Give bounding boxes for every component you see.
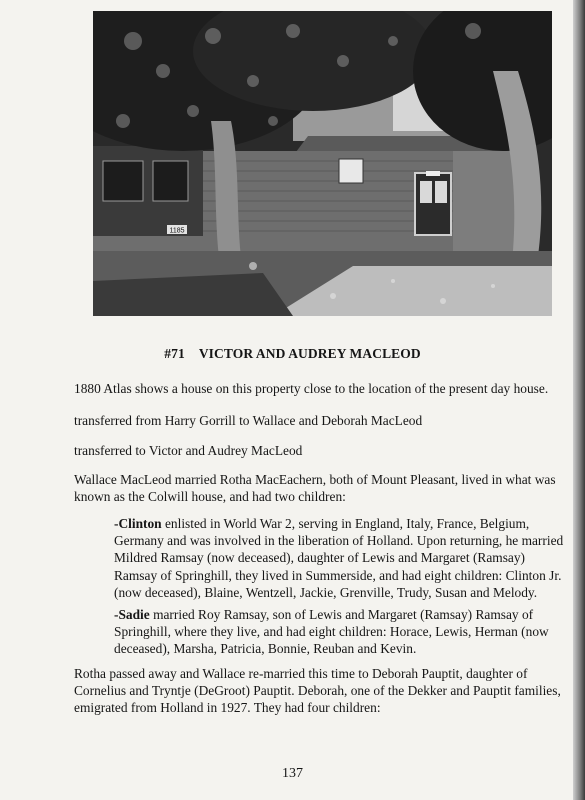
clinton-text: enlisted in World War 2, serving in England, Italy, France, Belgium, Germany and was involved in the liberation of Holland. Upon returning, he married Mildred Ramsay (now deceased), daughter of Lewis and Margaret (Ramsay) Ramsay of Springhill, they lived in Summerside, and had eight children: Clinton Jr.(now deceased), Blaine, Wentzell, Jackie, Grenville, Trudy, Susan and Melody. <box>114 516 564 600</box>
house-photo <box>93 11 552 316</box>
page-edge <box>573 0 585 800</box>
sadie-paragraph <box>114 606 570 658</box>
atlas-line: 1880 Atlas shows a house on this property close to the location of the present day house. <box>74 381 549 396</box>
house-number-sign: 1185 <box>169 227 185 235</box>
clinton-paragraph <box>114 515 566 601</box>
property-number: #71 <box>164 346 185 361</box>
sadie-name: -Sadie <box>114 607 150 622</box>
sadie-text: married Roy Ramsay, son of Lewis and Margaret (Ramsay) Ramsay of Springhill, where they live, and had eight children: Horace, Lewis, Herman (now deceased), Marsha, Patricia, Bonnie, Reuban and Kevin. <box>114 607 549 657</box>
section-heading <box>0 346 585 362</box>
transfer-line-1: transferred from Harry Gorrill to Wallace and Deborah MacLeod <box>74 413 423 428</box>
rotha-paragraph: Rotha passed away and Wallace re-married this time to Deborah Pauptit, daughter of Cornelius and Tryntje (DeGroot) Pauptit. Deborah, one of the Dekker and Pauptit families, emigrated from Holland in 1927. They had four children: <box>74 666 561 716</box>
wallace-paragraph: Wallace MacLeod married Rotha MacEachern, both of Mount Pleasant, lived in what was known as the Colwill house, and had two children: <box>74 472 556 505</box>
heading-title: VICTOR AND AUDREY MACLEOD <box>198 346 421 361</box>
page-number: 137 <box>282 766 303 781</box>
clinton-name: -Clinton <box>114 516 162 531</box>
transfer-line-2: transferred to Victor and Audrey MacLeod <box>74 443 303 458</box>
